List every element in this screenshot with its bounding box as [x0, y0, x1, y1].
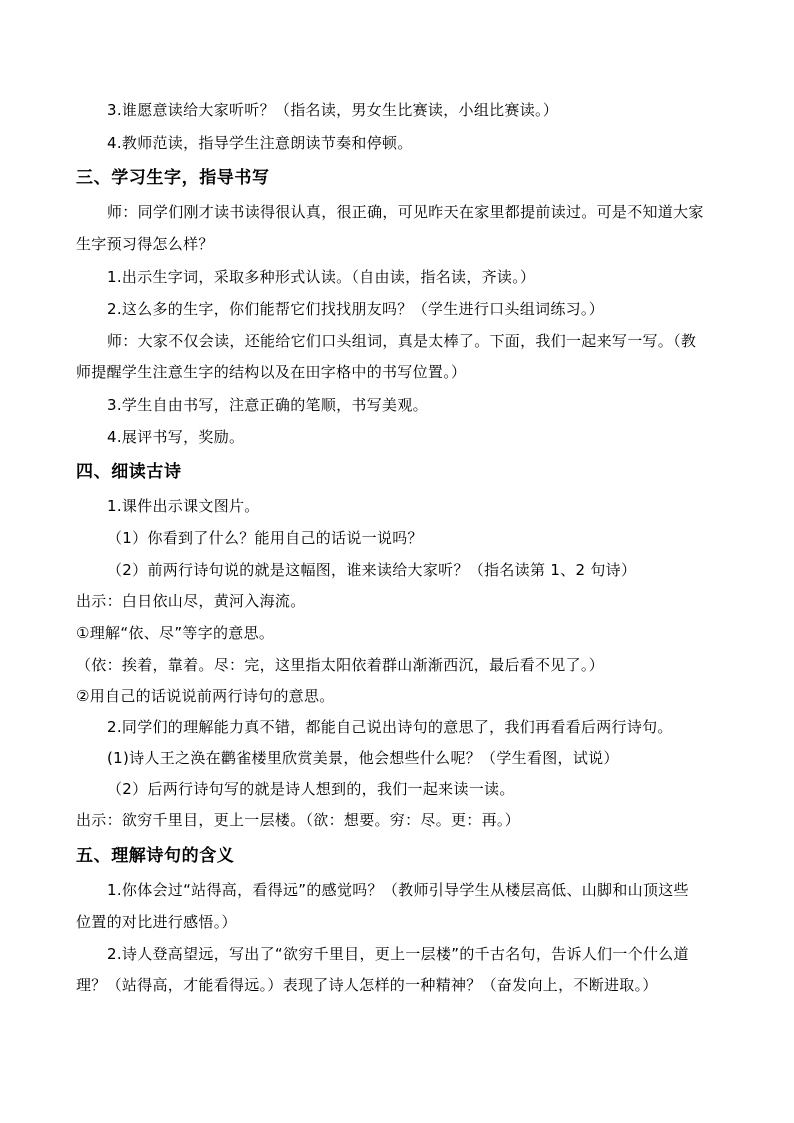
body-text-line: 师提醒学生注意生字的结构以及在田字格中的书写位置。）: [76, 363, 467, 381]
body-text-line: 位置的对比进行感悟。）: [76, 913, 237, 931]
body-text-line: 生字预习得怎么样？: [76, 235, 214, 253]
body-text-line: 出示：欲穷千里目，更上一层楼。（欲：想要。穷：尽。更：再。）: [76, 811, 521, 829]
body-text-line: 2.诗人登高望远，写出了“欲穷千里目，更上一层楼”的千古名句，告诉人们一个什么道: [107, 945, 689, 963]
body-text-line: 3.学生自由书写，注意正确的笔顺，书写美观。: [107, 396, 428, 414]
body-text-line: 4.教师范读，指导学生注意朗读节奏和停顿。: [107, 134, 413, 152]
body-text-line: 3.谁愿意读给大家听听？（指名读，男女生比赛读，小组比赛读。）: [107, 101, 559, 119]
body-text-line: (1)诗人王之涣在鹳雀楼里欣赏美景，他会想些什么呢？（学生看图，试说）: [107, 749, 619, 767]
body-text-line: （1）你看到了什么？能用自己的话说一说吗？: [107, 529, 423, 547]
body-text-line: 4.展评书写，奖励。: [107, 428, 245, 446]
body-text-line: 出示：白日依山尽，黄河入海流。: [76, 592, 306, 610]
section-heading: 五、理解诗句的含义: [76, 846, 235, 866]
body-text-line: 1.出示生字词，采取多种形式认读。（自由读，指名读，齐读。）: [107, 268, 536, 286]
body-text-line: （2）后两行诗句写的就是诗人想到的，我们一起来读一读。: [107, 780, 515, 798]
section-heading: 三、学习生字，指导书写: [76, 168, 270, 188]
body-text-line: 2.同学们的理解能力真不错，都能自己说出诗句的意思了，我们再看看后两行诗句。: [107, 718, 673, 736]
body-text-line: 师：同学们刚才读书读得很认真，很正确，可见昨天在家里都提前读过。可是不知道大家: [107, 203, 704, 221]
body-text-line: 理？（站得高，才能看得远。）表现了诗人怎样的一种精神？（奋发向上，不断进取。）: [76, 976, 658, 994]
body-text-line: 1.你体会过“站得高，看得远”的感觉吗？（教师引导学生从楼层高低、山脚和山顶这些: [107, 881, 689, 899]
body-text-line: 2.这么多的生字，你们能帮它们找找朋友吗？（学生进行口头组词练习。）: [107, 300, 605, 318]
body-text-line: 1.课件出示课文图片。: [107, 497, 260, 515]
body-text-line: （依：挨着，靠着。尽：完，这里指太阳依着群山渐渐西沉，最后看不见了。）: [76, 656, 605, 674]
body-text-line: （2）前两行诗句说的就是这幅图，谁来读给大家听？（指名读第 1、2 句诗）: [107, 561, 637, 579]
body-text-line: ①理解“依、尽”等字的意思。: [76, 624, 275, 642]
body-text-line: 师：大家不仅会读，还能给它们口头组词，真是太棒了。下面，我们一起来写一写。（教: [107, 332, 697, 350]
body-text-line: ②用自己的话说说前两行诗句的意思。: [76, 687, 335, 705]
section-heading: 四、细读古诗: [76, 462, 182, 482]
